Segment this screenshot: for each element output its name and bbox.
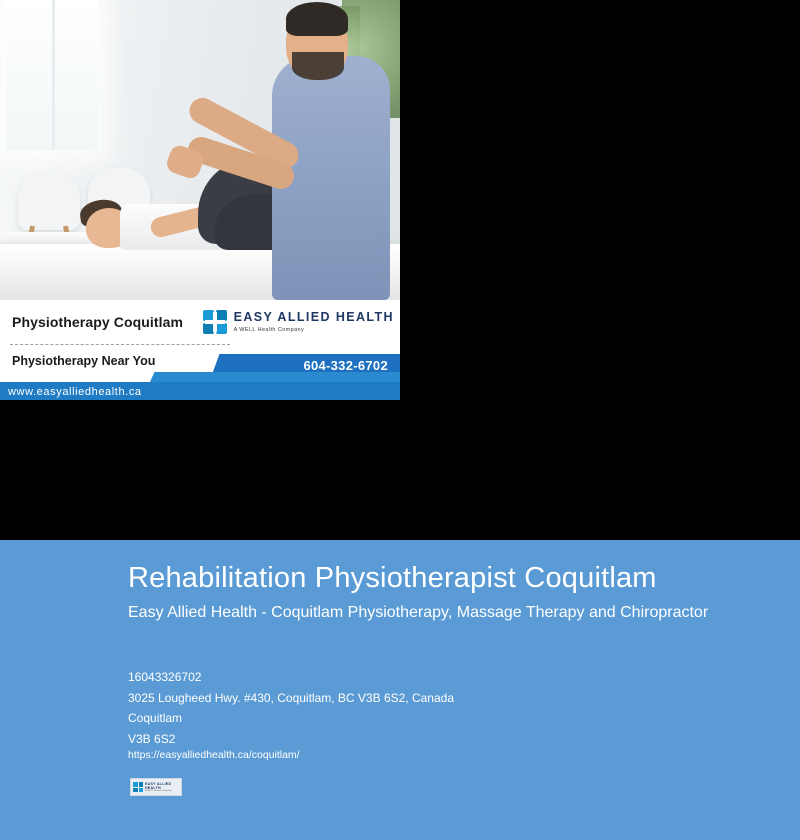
- ad-website: www.easyalliedhealth.ca: [8, 386, 142, 398]
- listing-city: Coquitlam: [128, 711, 183, 726]
- ad-subheadline: Physiotherapy Near You: [12, 354, 156, 368]
- footer-brand-name: EASY ALLIED HEALTH: [145, 781, 172, 790]
- brand-logo-text: [234, 311, 394, 333]
- logo-square: [139, 788, 144, 793]
- therapist-beard: [292, 52, 344, 80]
- brand-tagline: A WELL Health Company: [233, 326, 305, 333]
- footer-brand-text: [145, 782, 179, 793]
- ad-headline: Physiotherapy Coquitlam: [12, 314, 184, 330]
- footer-brand-logo: [130, 778, 182, 796]
- page-subtitle: Easy Allied Health - Coquitlam Physiotherapy, Massage Therapy and Chiropractor: [128, 604, 709, 621]
- ad-footer: [0, 300, 400, 400]
- medical-cross-logo-icon: [133, 782, 143, 792]
- listing-address: 3025 Lougheed Hwy. #430, Coquitlam, BC V3B 6S2, Canada: [128, 690, 454, 705]
- listing-postal-code: V3B 6S2: [128, 731, 176, 746]
- listing-url[interactable]: https://easyalliedhealth.ca/coquitlam/: [128, 749, 300, 761]
- listing-info-panel: [0, 540, 800, 840]
- logo-square: [133, 788, 138, 793]
- page-title: Rehabilitation Physiotherapist Coquitlam: [128, 562, 657, 594]
- blue-band-accent: [150, 372, 400, 382]
- logo-cross-horizontal: [205, 320, 225, 324]
- divider-dashed: [10, 344, 230, 345]
- advertisement-card: [0, 0, 400, 400]
- listing-phone: 16043326702: [128, 670, 202, 684]
- medical-cross-logo-icon: [203, 310, 227, 334]
- logo-square: [139, 782, 144, 787]
- therapist-hair: [286, 2, 348, 36]
- logo-square: [216, 323, 227, 334]
- brand-logo: [203, 310, 394, 334]
- physiotherapy-photo: [0, 0, 400, 300]
- footer-brand-tagline: A WELL Health Company: [145, 790, 172, 793]
- logo-square: [133, 782, 138, 787]
- waiting-chair-left: [18, 172, 80, 230]
- ad-phone-number: 604-332-6702: [303, 358, 388, 373]
- window-shape: [6, 0, 98, 150]
- listing-details: [128, 667, 728, 750]
- brand-name: EASY ALLIED HEALTH: [233, 310, 394, 325]
